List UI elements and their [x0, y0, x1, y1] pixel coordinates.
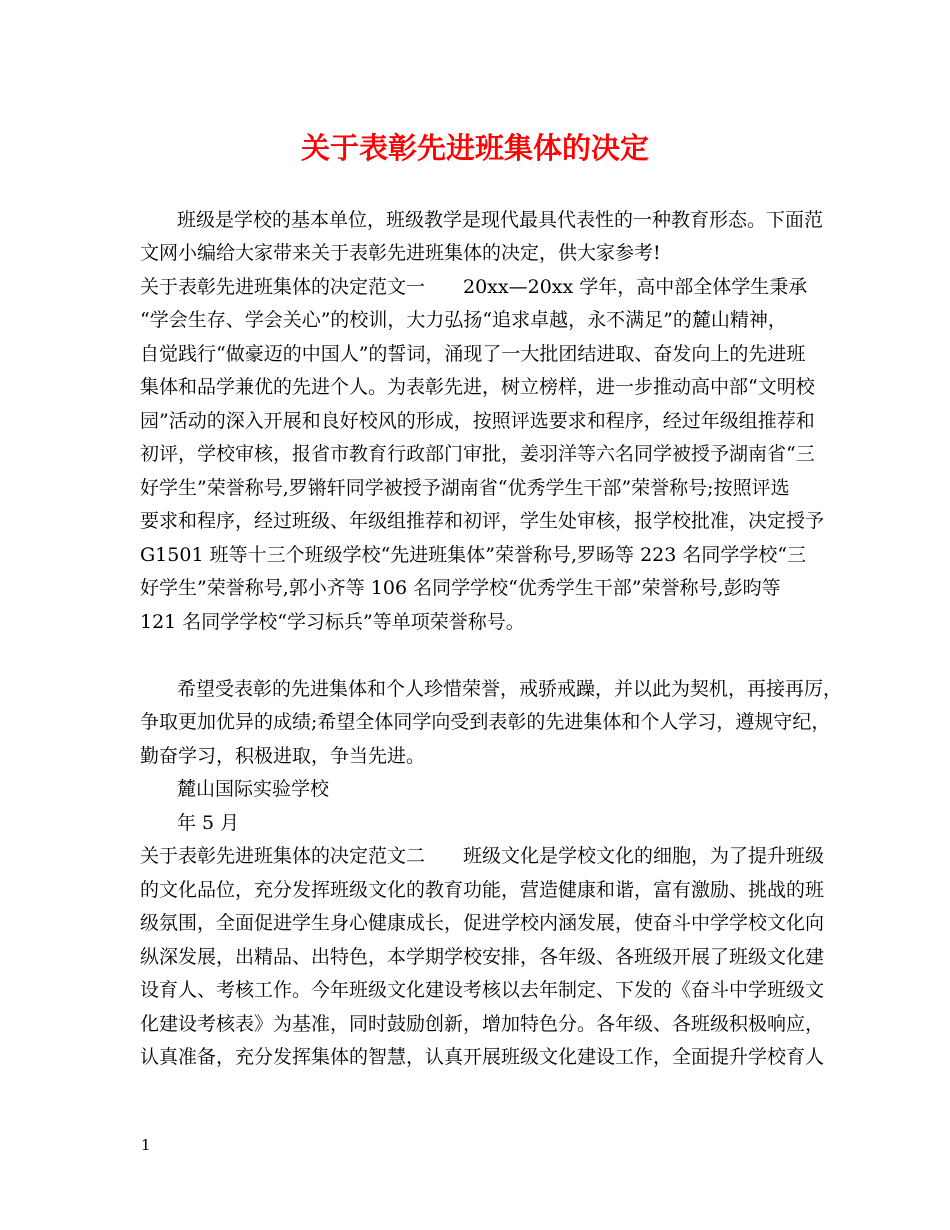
body-line: 班级是学校的基本单位，班级教学是现代最具代表性的一种教育形态。下面范 — [177, 209, 824, 231]
signature-date: 年 5 月 — [177, 812, 240, 834]
body-line: 好学生”荣誉称号,郭小齐等 106 名同学学校“优秀学生干部”荣誉称号,彭昀等 — [140, 577, 781, 599]
body-line: 集体和品学兼优的先进个人。为表彰先进，树立榜样，进一步推动高中部“文明校 — [140, 376, 815, 398]
body-line: 纵深发展，出精品、出特色，本学期学校安排，各年级、各班级开展了班级文化建 — [140, 946, 825, 968]
body-line: 园”活动的深入开展和良好校风的形成，按照评选要求和程序，经过年级组推荐和 — [140, 410, 815, 432]
signature-school: 麓山国际实验学校 — [177, 778, 330, 800]
body-line: 关于表彰先进班集体的决定范文二 班级文化是学校文化的细胞，为了提升班级 — [140, 845, 825, 867]
body-line: 希望受表彰的先进集体和个人珍惜荣誉，戒骄戒躁，并以此为契机，再接再厉， — [177, 678, 843, 700]
body-line: G1501 班等十三个班级学校“先进班集体”荣誉称号,罗旸等 223 名同学学校“三 — [140, 544, 807, 566]
body-line: 化建设考核表》为基准，同时鼓励创新，增加特色分。各年级、各班级积极响应， — [140, 1013, 825, 1035]
body-line: 关于表彰先进班集体的决定范文一 20xx—20xx 学年，高中部全体学生秉承 — [140, 276, 808, 298]
body-line: 121 名同学学校“学习标兵”等单项荣誉称号。 — [140, 611, 525, 633]
body-line: 的文化品位，充分发挥班级文化的教育功能，营造健康和谐，富有激励、挑战的班 — [140, 879, 825, 901]
body-line: 要求和程序，经过班级、年级组推荐和初评，学生处审核，报学校批准，决定授予 — [140, 510, 825, 532]
body-line: 初评，学校审核，报省市教育行政部门审批，姜羽洋等六名同学被授予湖南省“三 — [140, 443, 815, 465]
body-line: 级氛围，全面促进学生身心健康成长，促进学校内涵发展，使奋斗中学学校文化向 — [140, 912, 825, 934]
body-line: 争取更加优异的成绩;希望全体同学向受到表彰的先进集体和个人学习，遵规守纪， — [140, 711, 831, 733]
body-line: 认真准备，充分发挥集体的智慧，认真开展班级文化建设工作，全面提升学校育人 — [140, 1046, 825, 1068]
page-number: 1 — [141, 1136, 151, 1154]
body-line: 好学生”荣誉称号,罗锵轩同学被授予湖南省“优秀学生干部”荣誉称号;按照评选 — [140, 477, 790, 499]
body-line: 勤奋学习，积极进取，争当先进。 — [140, 745, 426, 767]
body-line: 设育人、考核工作。今年班级文化建设考核以去年制定、下发的《奋斗中学班级文 — [140, 979, 825, 1001]
body-line: 自觉践行“做豪迈的中国人”的誓词，涌现了一大批团结进取、奋发向上的先进班 — [140, 343, 806, 365]
body-line: “学会生存、学会关心”的校训，大力弘扬“追求卓越，永不满足”的麓山精神， — [140, 309, 787, 331]
document-title: 关于表彰先进班集体的决定 — [300, 131, 649, 165]
body-line: 文网小编给大家带来关于表彰先进班集体的决定，供大家参考! — [140, 242, 661, 264]
